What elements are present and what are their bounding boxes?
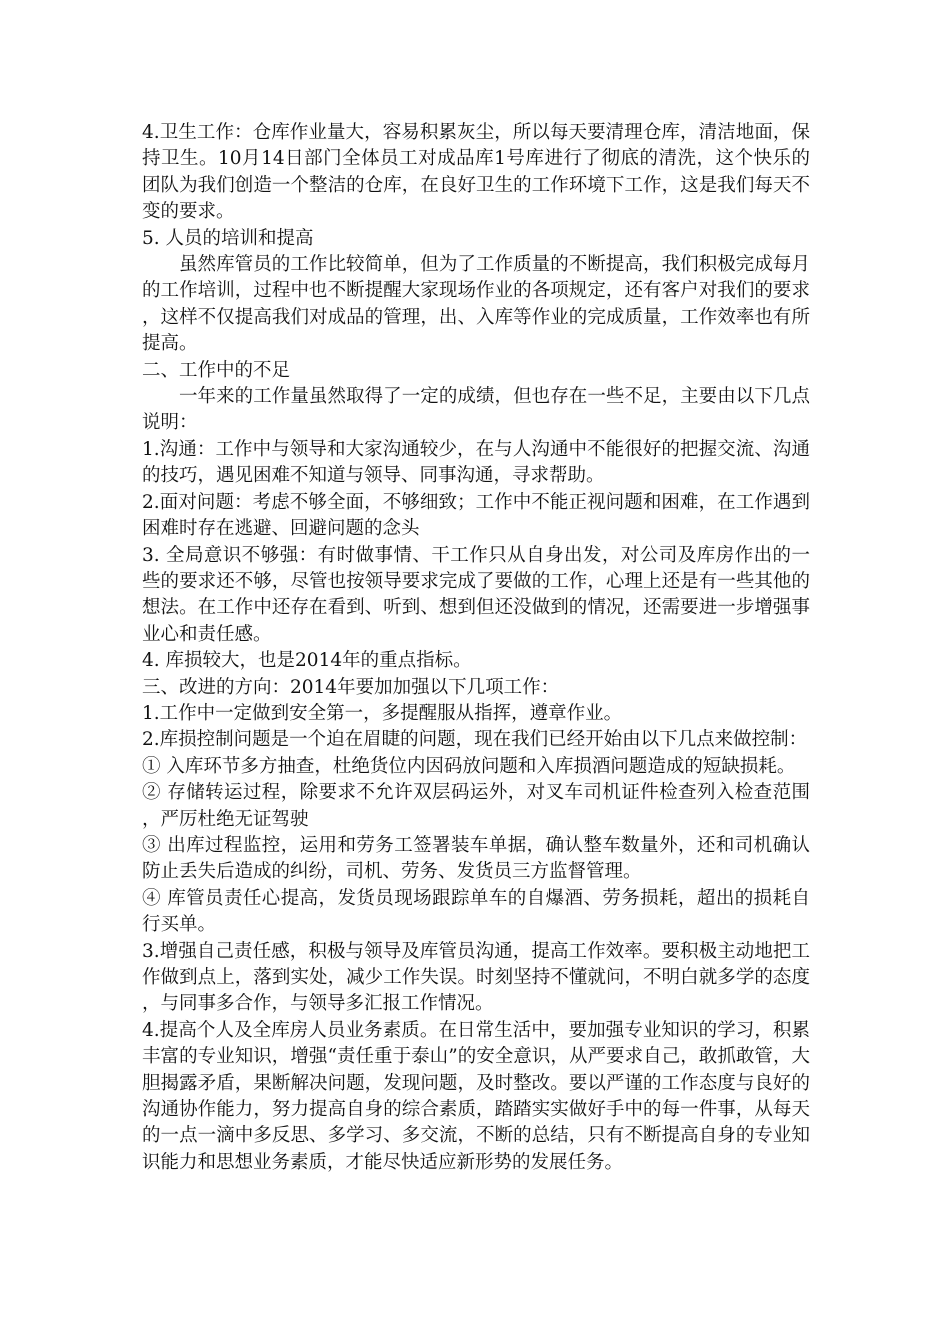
sub-item-inbound-check: ① 入库环节多方抽查，杜绝货位内因码放问题和入库损酒问题造成的短缺损耗。 [142, 755, 796, 777]
paragraph-shortcomings-intro: 一年来的工作量虽然取得了一定的成绩，但也存在一些不足，主要由以下几点说明： [142, 386, 810, 434]
sub-item-keeper-responsibility: ④ 库管员责任心提高，发货员现场跟踪单车的自爆酒、劳务损耗，超出的损耗自行买单。 [142, 887, 810, 936]
sub-item-outbound-monitoring: ③ 出库过程监控，运用和劳务工签署装车单据，确认整车数量外，还和司机确认防止丢失后造成的纠纷，司机、劳务、发货员三方监督管理。 [142, 834, 810, 883]
list-item-professional-quality: 4.提高个人及全库房人员业务素质。在日常生活中，要加强专业知识的学习，积累丰富的专业知识，增强“责任重于泰山”的安全意识，从严要求自己，敢抓敢管，大胆揭露矛盾，果断解决问题，发现问题，及时整改。要以严谨的工作态度与良好的沟通协作能力，努力提高自身的综合素质，踏踏实实做好手中的每一件事，从每天的一点一滴中多反思、多学习、多交流，不断的总结，只有不断提高自身的专业知识能力和思想业务素质，才能尽快适应新形势的发展任务。 [142, 1019, 810, 1173]
heading-shortcomings: 二、工作中的不足 [142, 359, 291, 381]
document-body [142, 120, 810, 1176]
paragraph-training-detail: 虽然库管员的工作比较简单，但为了工作质量的不断提高，我们积极完成每月的工作培训，过程中也不断提醒大家现场作业的各项规定，还有客户对我们的要求，这样不仅提高我们对成品的管理，出、入库等作业的完成质量，工作效率也有所提高。 [142, 254, 810, 355]
heading-improvement-direction: 三、改进的方向：2014年要加加强以下几项工作： [142, 676, 560, 698]
heading-staff-training: 5. 人员的培训和提高 [142, 227, 314, 249]
list-item-facing-problems: 2.面对问题：考虑不够全面，不够细致；工作中不能正视问题和困难，在工作遇到困难时存在逃避、回避问题的念头 [142, 491, 810, 540]
paragraph-hygiene-work: 4.卫生工作：仓库作业量大，容易积累灰尘，所以每天要清理仓库，清洁地面，保持卫生。10月14日部门全体员工对成品库1号库进行了彻底的清洗，这个快乐的团队为我们创造一个整洁的仓库，在良好卫生的工作环境下工作，这是我们每天不变的要求。 [142, 122, 810, 223]
list-item-warehouse-loss: 4. 库损较大，也是2014年的重点指标。 [142, 650, 472, 672]
list-item-overall-awareness: 3. 全局意识不够强：有时做事情、干工作只从自身出发，对公司及库房作出的一些的要求还不够，尽管也按领导要求完成了要做的工作，心理上还是有一些其他的想法。在工作中还存在看到、听到、想到但还没做到的情况，还需要进一步增强事业心和责任感。 [142, 544, 810, 645]
sub-item-storage-transfer: ② 存储转运过程，除要求不允许双层码运外，对叉车司机证件检查列入检查范围，严厉杜绝无证驾驶 [142, 782, 810, 830]
list-item-loss-control: 2.库损控制问题是一个迫在眉睫的问题，现在我们已经开始由以下几点来做控制： [142, 729, 808, 751]
list-item-communication: 1.沟通：工作中与领导和大家沟通较少，在与人沟通中不能很好的把握交流、沟通的技巧，遇见困难不知道与领导、同事沟通，寻求帮助。 [142, 438, 810, 487]
list-item-responsibility: 3.增强自己责任感，积极与领导及库管员沟通，提高工作效率。要积极主动地把工作做到点上，落到实处，减少工作失误。时刻坚持不懂就问，不明白就多学的态度，与同事多合作，与领导多汇报工作情况。 [142, 940, 810, 1015]
list-item-safety-first: 1.工作中一定做到安全第一，多提醒服从指挥，遵章作业。 [142, 702, 623, 724]
